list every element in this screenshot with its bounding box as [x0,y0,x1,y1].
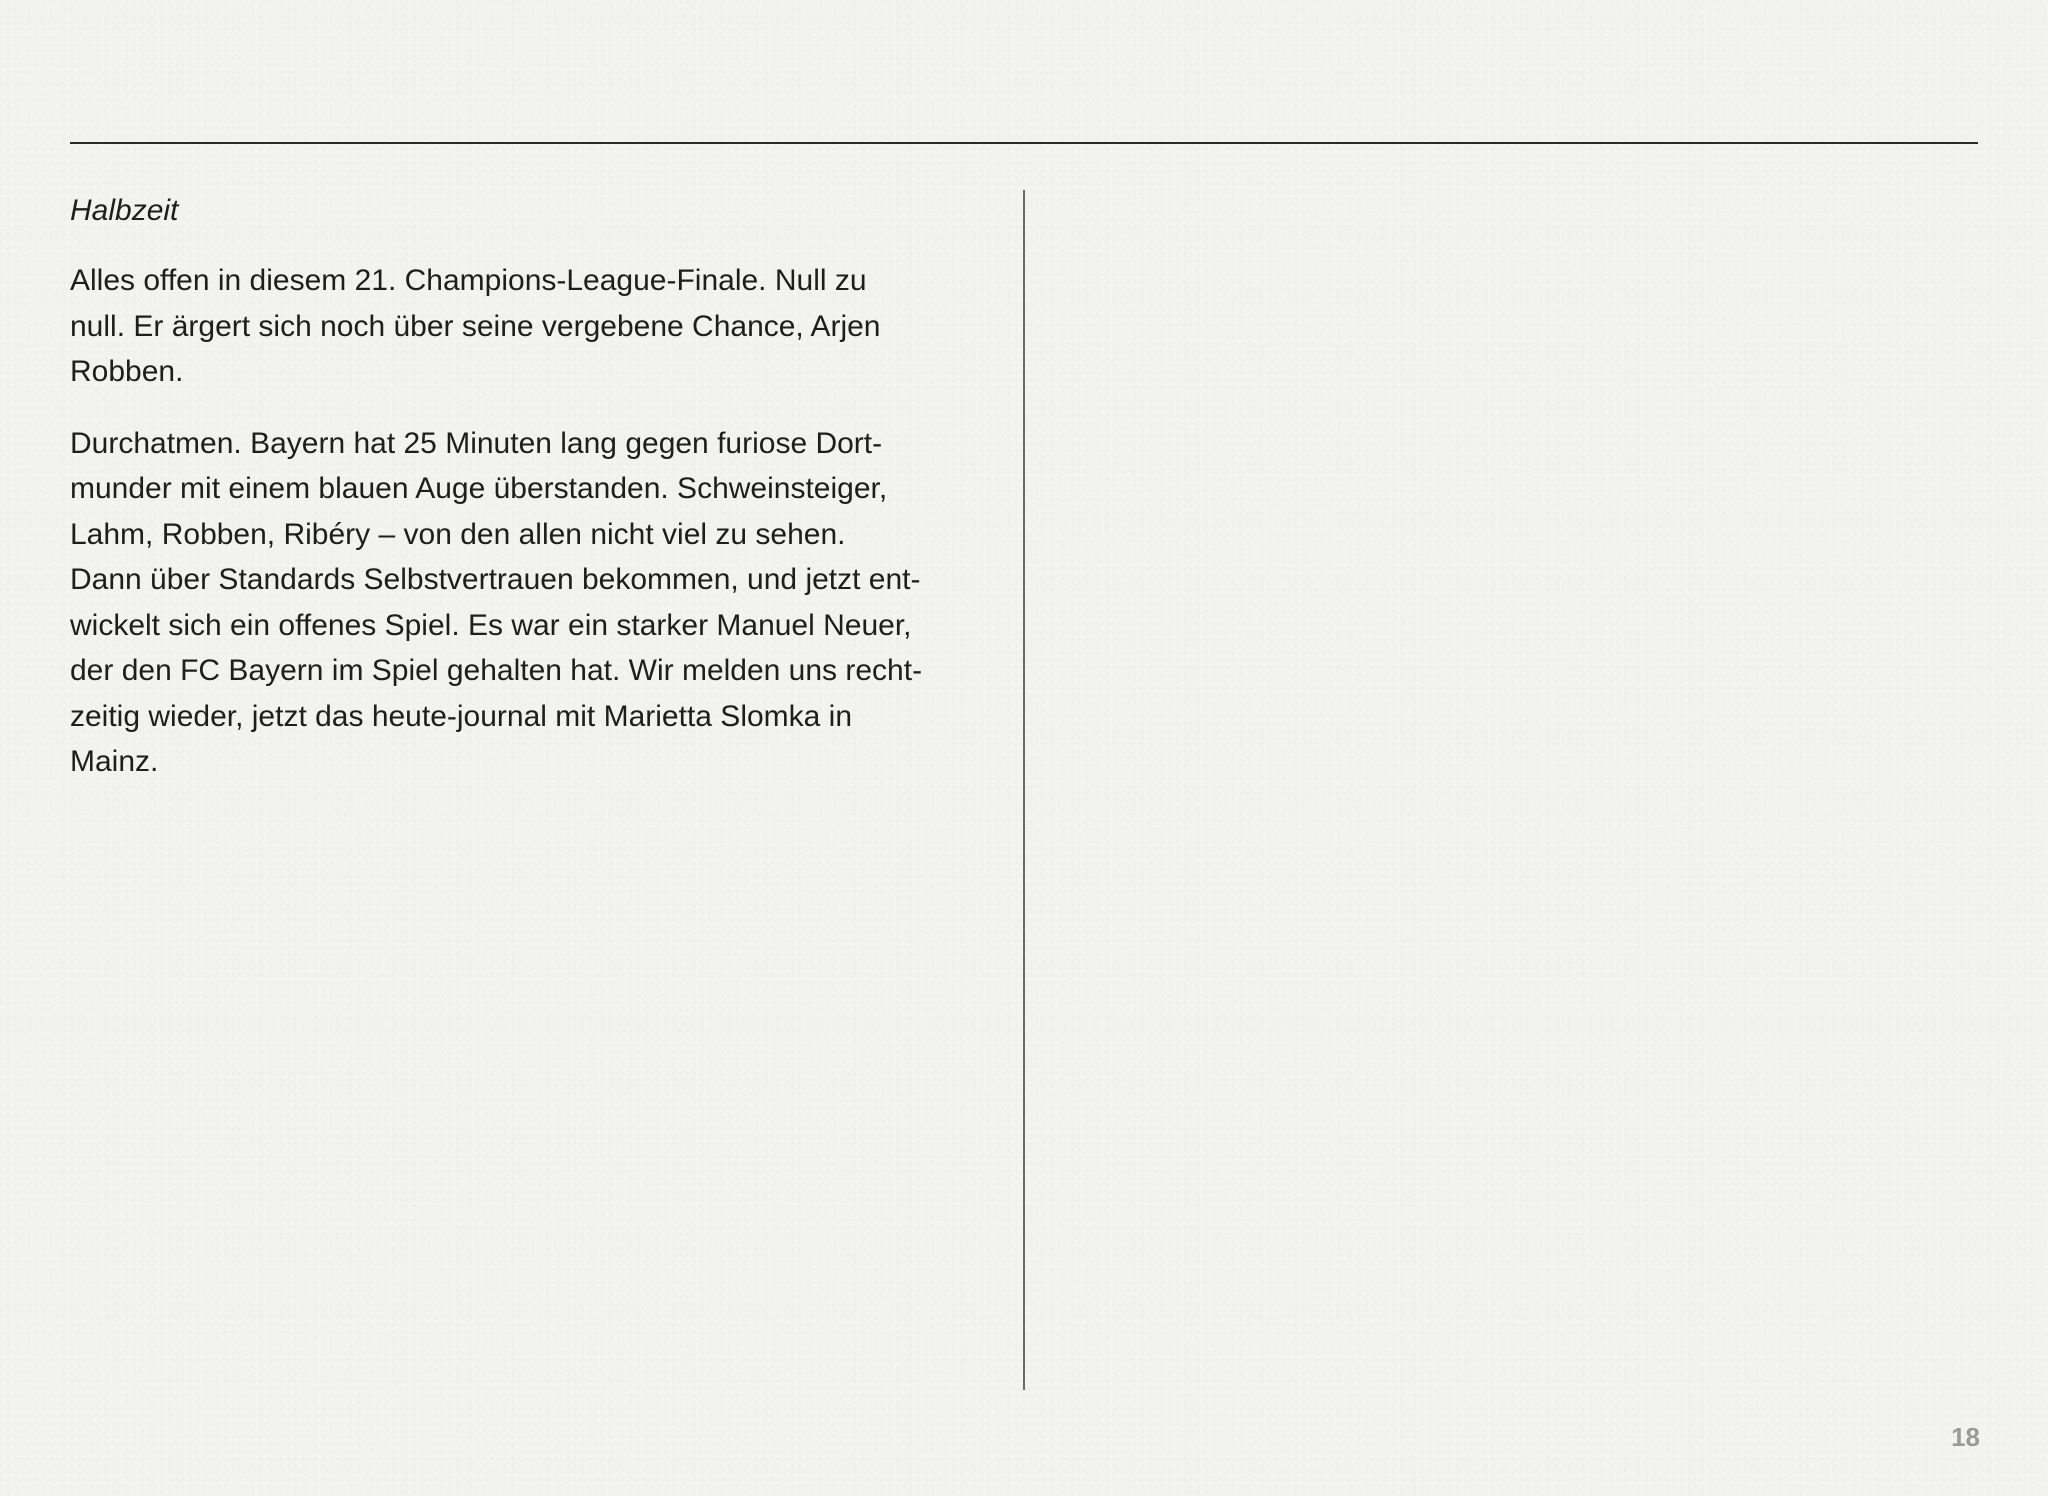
paragraph-2-line: wickelt sich ein offenes Spiel. Es war ein starker Manuel Neuer, [70,608,912,642]
paragraph-1-line: null. Er ärgert sich noch über seine vergebene Chance, Arjen [70,309,881,343]
top-rule [70,142,1978,144]
paragraph-1 [70,258,990,395]
paragraph-2-line: zeitig wieder, jetzt das heute-journal mit Marietta Slomka in [70,699,853,733]
paragraph-2 [70,421,990,785]
column-divider [1023,190,1025,1390]
paragraph-1-line: Alles offen in diesem 21. Champions-League-Finale. Null zu [70,264,867,297]
page-number: 18 [1951,1422,1980,1452]
paragraph-2-line: Lahm, Robben, Ribéry – von den allen nicht viel zu sehen. [70,517,846,551]
paragraph-2-line: Durchatmen. Bayern hat 25 Minuten lang gegen furiose Dort- [70,426,883,460]
paragraph-1-line: Robben. [70,355,184,388]
paragraph-2-line: der den FC Bayern im Spiel gehalten hat. Wir melden uns recht- [70,654,923,687]
paragraph-2-line: Mainz. [70,745,159,778]
section-heading: Halbzeit [70,194,179,227]
paragraph-2-line: Dann über Standards Selbstvertrauen bekommen, und jetzt ent- [70,563,921,596]
paragraph-2-line: munder mit einem blauen Auge überstanden. Schweinsteiger, [70,472,888,505]
left-column [70,188,990,811]
